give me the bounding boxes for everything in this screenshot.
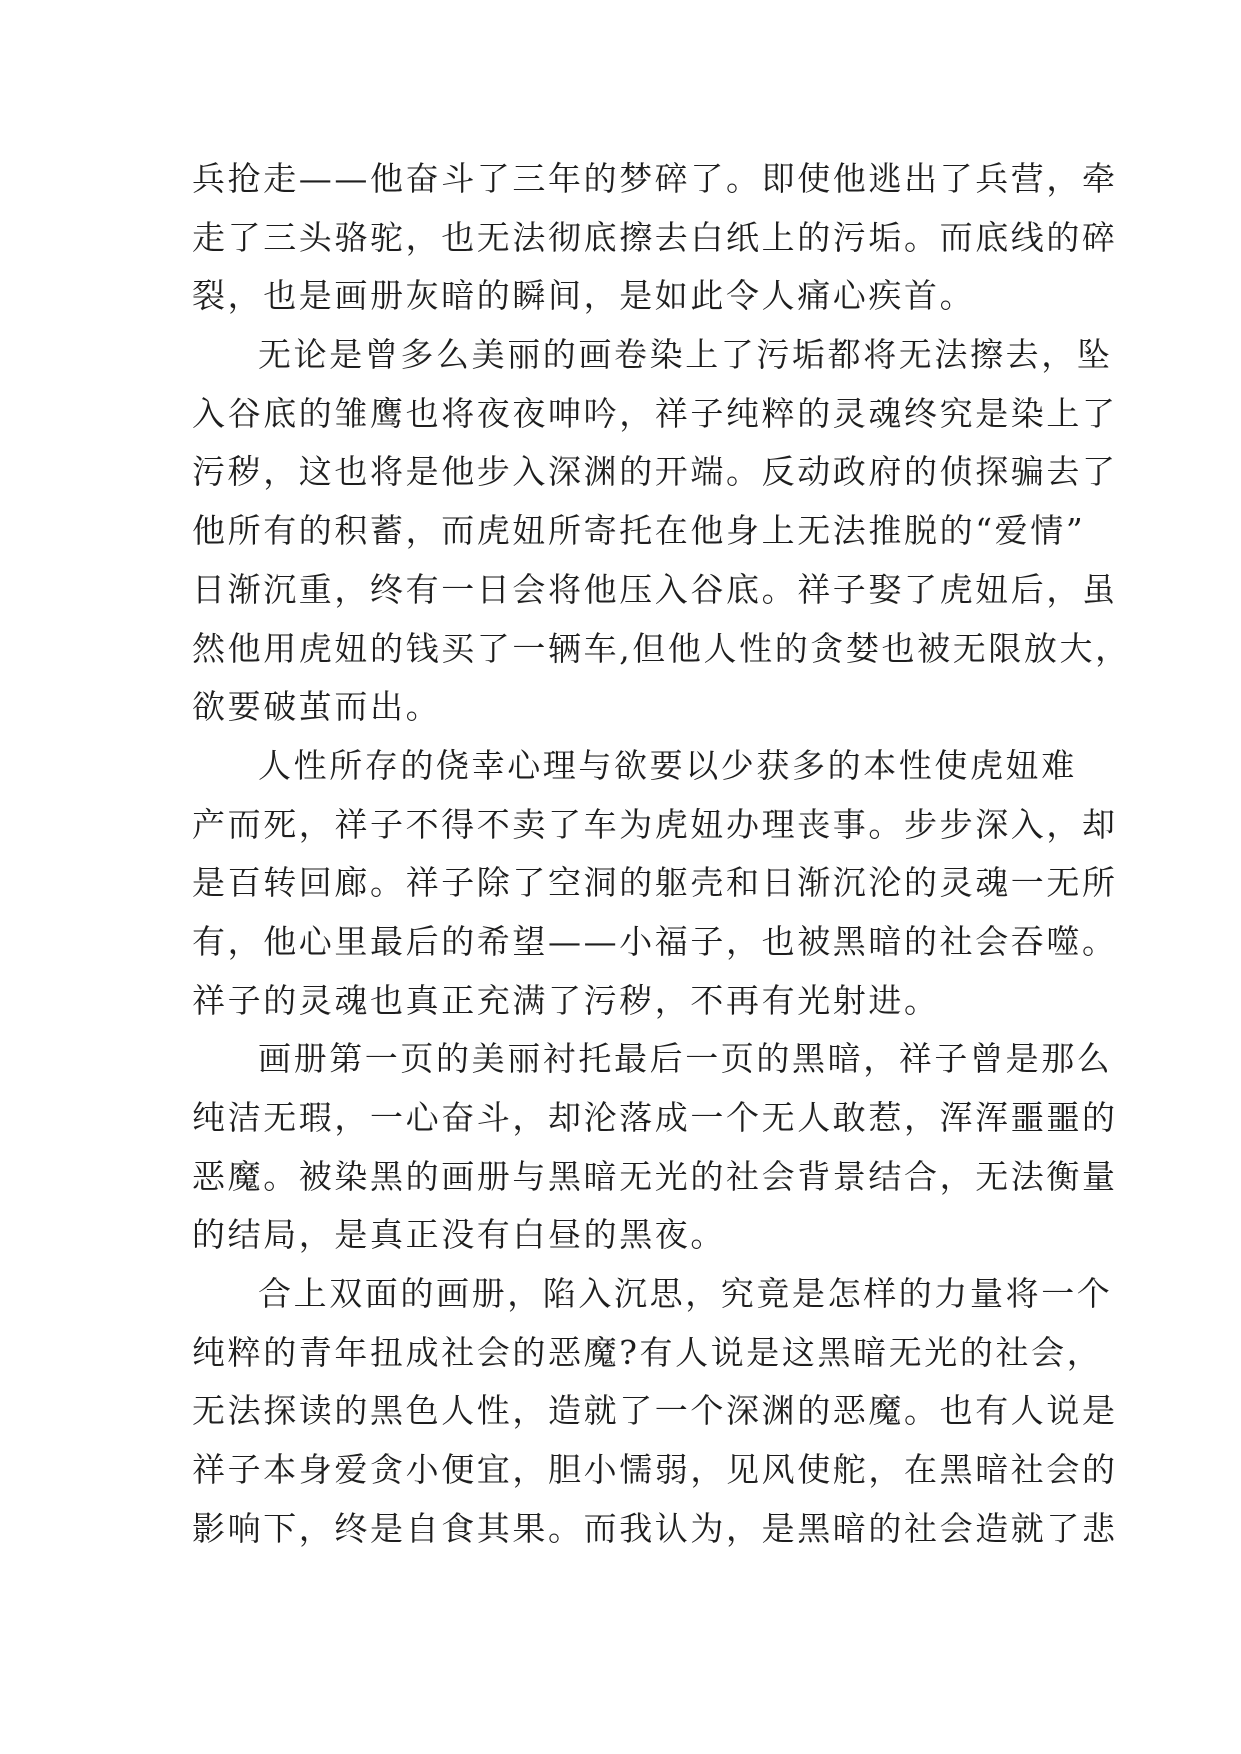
text-line: 入谷底的雏鹰也将夜夜呻吟，祥子纯粹的灵魂终究是染上了 (192, 393, 1118, 433)
text-line: 他所有的积蓄，而虎妞所寄托在他身上无法推脱的“爱情” (192, 511, 1086, 551)
text-line: 是百转回廊。祥子除了空洞的躯壳和日渐沉沦的灵魂一无所 (192, 863, 1118, 903)
text-line: 祥子的灵魂也真正充满了污秽，不再有光射进。 (192, 980, 940, 1020)
text-line: 画册第一页的美丽衬托最后一页的黑暗，祥子曾是那么 (258, 1039, 1113, 1079)
text-line: 纯洁无瑕，一心奋斗，却沦落成一个无人敢惹，浑浑噩噩的 (192, 1098, 1118, 1137)
text-line: 有，他心里最后的希望——小福子，也被黑暗的社会吞噬。 (192, 921, 1118, 961)
text-line: 无论是曾多么美丽的画卷染上了污垢都将无法擦去，坠 (258, 335, 1113, 375)
text-line: 影响下，终是自食其果。而我认为，是黑暗的社会造就了悲 (192, 1508, 1118, 1548)
text-line: 日渐沉重，终有一日会将他压入谷底。祥子娶了虎妞后，虽 (192, 569, 1118, 609)
text-line: 纯粹的青年扭成社会的恶魔?有人说是这黑暗无光的社会， (192, 1332, 1103, 1372)
text-line: 人性所存的侥幸心理与欲要以少获多的本性使虎妞难 (258, 745, 1077, 785)
body-text (192, 150, 1131, 1559)
text-line: 欲要破茧而出。 (192, 687, 442, 727)
text-line: 兵抢走——他奋斗了三年的梦碎了。即使他逃出了兵营，牵 (192, 159, 1118, 198)
text-line: 产而死，祥子不得不卖了车为虎妞办理丧事。步步深入，却 (192, 804, 1118, 844)
text-line: 恶魔。被染黑的画册与黑暗无光的社会背景结合，无法衡量 (192, 1156, 1118, 1196)
text-line: 污秽，这也将是他步入深渊的开端。反动政府的侦探骗去了 (192, 452, 1118, 492)
text-line: 走了三头骆驼，也无法彻底擦去白纸上的污垢。而底线的碎 (192, 217, 1118, 257)
text-line: 合上双面的画册，陷入沉思，究竟是怎样的力量将一个 (258, 1274, 1113, 1314)
text-line: 的结局，是真正没有白昼的黑夜。 (192, 1215, 726, 1255)
text-line: 然他用虎妞的钱买了一辆车,但他人性的贪婪也被无限放大， (192, 628, 1131, 668)
text-line: 祥子本身爱贪小便宜，胆小懦弱，见风使舵，在黑暗社会的 (192, 1450, 1118, 1490)
text-line: 裂，也是画册灰暗的瞬间，是如此令人痛心疾首。 (192, 276, 976, 316)
text-line: 无法探读的黑色人性，造就了一个深渊的恶魔。也有人说是 (192, 1391, 1118, 1431)
